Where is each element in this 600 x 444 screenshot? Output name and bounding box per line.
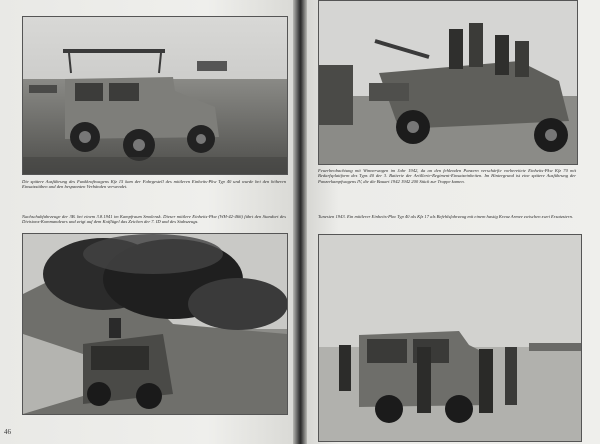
page-number: 46: [4, 428, 11, 436]
photo-smoke-battlefield: [22, 233, 288, 415]
caption-bottom-right: Tunesien 1943. Ein mittlerer Einheits-Pkw Typ 40 als Kfz 17 als Befehlsfahrzeug mit einem hastig Kreuz Armee zwischen zwei Ersatzstern.: [318, 214, 574, 219]
book-gutter: [293, 0, 307, 444]
caption-top-right: Feuerbeobachtung mit Winnerwagen im Jahr 1942, da an den fehlenden Panzern verschärfte vorbereitete Einheits-Pkw Kfz 70 mit Bedarfsplattform des Typs 40 der 3. Batterie der Artillerie-Regiment-Einsatzeinheiten. Im Hintergrund ist eine spätere Ausführung der Panzerkampfwagens IV, die die Bauart 1942 1942 200 Stück zur Truppe kamen.: [318, 168, 576, 184]
photo-tunisia-vehicle: [318, 234, 582, 442]
caption-bottom-left: Nachschubfahrzeuge der 3B. bei einem 3.8.1941 im Kampfraum Smolensk. Dieser mittlere Einheits-Pkw (WH-42-466) führt den Standort des Divisions-Kommandeurs und zeigt auf dem Kotflügel das Zeichen der 7. ID und des Stabszeugs.: [22, 214, 286, 225]
photo-observation-vehicle: [318, 0, 578, 165]
photo-radio-car: [22, 16, 288, 175]
caption-top-left: Die spätere Ausführung des Funkkraftwagens Kfz 15 kam der Fahrgestell des mittleren Einheits-Pkw Typ 40 und wurde bei den höheren Einsatzstäben und den bespannten Verbänden verwendet.: [22, 179, 286, 190]
